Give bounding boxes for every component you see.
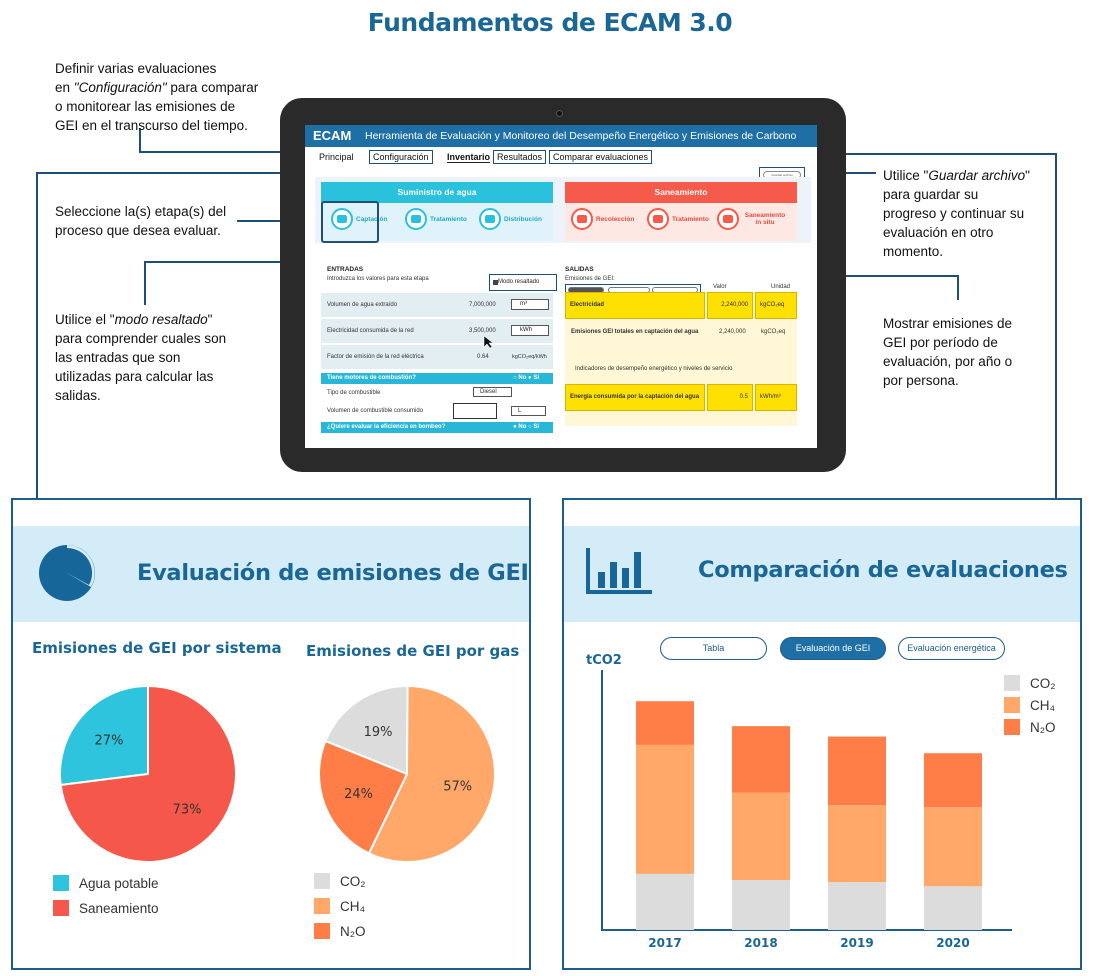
- x-tick-label: 2018: [744, 936, 778, 950]
- tap-icon: [479, 208, 501, 230]
- bar-segment-1: [828, 805, 886, 882]
- comparison-title: Comparación de evaluaciones: [698, 557, 1068, 583]
- pie-chart-by-gas: [307, 674, 507, 874]
- nav-resultados[interactable]: Resultados: [493, 150, 546, 164]
- ghg-evaluation-panel: [11, 498, 531, 970]
- by-system-title: Emisiones de GEI por sistema: [32, 639, 282, 657]
- unit-select[interactable]: m³: [511, 299, 549, 310]
- unit-select[interactable]: L: [511, 406, 546, 416]
- inputs-heading: ENTRADAS: [327, 266, 364, 273]
- legend-label: N₂O: [340, 923, 366, 939]
- stage-captacion[interactable]: Captación: [331, 208, 387, 230]
- input-row: Factor de emisión de la red eléctrica 0.64 kgCO₂eq/kWh: [321, 345, 553, 370]
- question-efficiency: ¿Quiere evaluar la eficiencia en bombeo? ● No ○ Sí: [321, 422, 553, 433]
- legend-swatch: [53, 875, 69, 891]
- legend-item: [53, 875, 159, 891]
- x-tick-label: 2020: [936, 936, 970, 950]
- legend-label: Agua potable: [79, 875, 159, 891]
- bar-segment-0: [636, 874, 694, 930]
- pie-chart-icon: [37, 543, 97, 603]
- legend-label: Saneamiento: [79, 900, 159, 916]
- app-title: Herramienta de Evaluación y Monitoreo del Desempeño Energético y Emisiones de Carbono: [365, 130, 797, 142]
- nav-inventario[interactable]: Inventario: [447, 152, 491, 162]
- bar-chart-icon: [586, 544, 656, 596]
- ghg-evaluation-title: Evaluación de emisiones de GEI: [137, 560, 529, 586]
- legend-swatch: [1004, 675, 1020, 691]
- legend-swatch: [314, 873, 330, 889]
- fuel-select[interactable]: Diesel: [473, 387, 512, 397]
- output-row: Electricidad 2,240,000 kgCO₂eq: [565, 292, 797, 319]
- bar-segment-1: [636, 745, 694, 874]
- stage-tratamiento-san[interactable]: Tratamiento: [647, 208, 709, 230]
- config-note: Definir varias evaluaciones en "Configuración" para comparar o monitorear las emisiones de GEI en el transcurso del tiempo.: [55, 61, 259, 133]
- indicators-area: Indicadores de desempeño energético y niveles de servicio Energía consumida por la captación del agua 0.5 kWh/m³: [565, 346, 797, 426]
- input-row: Electricidad consumida de la red 3,500,000 kWh: [321, 319, 553, 344]
- cursor-icon: [483, 335, 495, 349]
- app-logo: ECAM: [313, 128, 352, 143]
- bar-segment-2: [924, 753, 982, 807]
- bar-segment-0: [732, 880, 790, 930]
- save-note: Utilice "Guardar archivo" para guardar su progreso y continuar su evaluación en otro momento.: [883, 168, 1030, 259]
- legend-item: [314, 873, 366, 889]
- question-motors: Tiene motores de combustión? ○ No ● Sí: [321, 373, 553, 384]
- legend-label: CO₂: [340, 873, 366, 889]
- legend-swatch: [1004, 719, 1020, 735]
- app-screen: [305, 125, 817, 448]
- nav-comparar[interactable]: Comparar evaluaciones: [549, 150, 652, 164]
- highlight-note: Utilice el "modo resaltado" para comprender cuales son las entradas que son utilizadas para calcular las salidas.: [55, 312, 227, 403]
- legend-label: CH₄: [1030, 697, 1056, 713]
- pie-chart-by-system: [48, 674, 248, 874]
- legend-item: [314, 923, 366, 939]
- fuel-type-row: Tipo de combustible Diesel: [321, 385, 553, 402]
- y-axis-label: tCO2: [586, 653, 622, 668]
- col-value: Valor: [713, 284, 727, 290]
- toilet-icon: [717, 208, 739, 230]
- bar-segment-2: [636, 701, 694, 745]
- camera-icon: [556, 110, 563, 117]
- tab-tabla[interactable]: Tabla: [660, 637, 767, 660]
- bar-segment-2: [732, 726, 790, 793]
- legend-item: [1004, 675, 1056, 691]
- tab-evaluacion-gei[interactable]: Evaluación de GEI: [780, 637, 886, 660]
- col-unit: Unidad: [771, 284, 791, 290]
- bar-segment-1: [924, 807, 982, 886]
- highlight-mode-button[interactable]: Modo resaltado: [489, 274, 557, 291]
- nav-configuracion[interactable]: Configuración: [369, 150, 433, 164]
- stage-note: Seleccione la(s) etapa(s) del proceso que desea evaluar.: [55, 204, 227, 238]
- legend-label: N₂O: [1030, 719, 1056, 735]
- save-file-button[interactable]: Guardar archivo: [763, 171, 801, 179]
- x-tick-label: 2017: [648, 936, 682, 950]
- legend-item: [53, 900, 159, 916]
- output-note: Mostrar emisiones de GEI por período de evaluación, por año o por persona.: [883, 316, 1013, 388]
- tank-icon: [647, 208, 669, 230]
- unit-select[interactable]: kWh: [511, 325, 549, 336]
- legend-item: [1004, 719, 1056, 735]
- x-tick-label: 2019: [840, 936, 874, 950]
- pipe-icon: [571, 208, 593, 230]
- legend-swatch: [53, 900, 69, 916]
- legend-swatch: [314, 898, 330, 914]
- tab-evaluacion-energetica[interactable]: Evaluación energética: [898, 637, 1005, 660]
- legend-swatch: [1004, 697, 1020, 713]
- stage-saneamiento-in-situ[interactable]: Saneamiento in situ: [717, 208, 797, 230]
- stage-selection-highlight: [321, 201, 379, 243]
- tank-icon: [405, 208, 427, 230]
- bar-segment-0: [924, 886, 982, 930]
- fuel-volume-input[interactable]: [453, 403, 497, 419]
- pie-value-label: 19%: [363, 724, 393, 740]
- bar-segment-2: [828, 737, 886, 806]
- pie-value-label: 27%: [94, 733, 124, 749]
- bar-segment-0: [828, 882, 886, 930]
- legend-label: CO₂: [1030, 675, 1056, 691]
- pie-value-label: 24%: [344, 786, 373, 802]
- page-title: Fundamentos de ECAM 3.0: [367, 8, 733, 37]
- bar-segment-1: [732, 793, 790, 880]
- fuel-volume-row: Volumen de combustible consumido L: [321, 403, 553, 421]
- stage-tratamiento-water[interactable]: Tratamiento: [405, 208, 467, 230]
- legend-item: [314, 898, 365, 914]
- stacked-bar-chart: [582, 650, 1022, 950]
- app-header: [305, 125, 817, 147]
- legend-item: [1004, 697, 1055, 713]
- inputs-intro: Introduzca los valores para esta etapa: [327, 276, 429, 282]
- pie-value-label: 57%: [443, 779, 473, 795]
- nav-principal[interactable]: Principal: [319, 152, 354, 162]
- stage-distribucion[interactable]: Distribución: [479, 208, 542, 230]
- input-row: Volumen de agua extraído 7,000,000 m³: [321, 293, 553, 318]
- sanitation-header[interactable]: Saneamiento: [565, 182, 797, 203]
- outputs-heading: SALIDAS: [565, 266, 594, 273]
- sanitation-panel: [565, 182, 797, 241]
- emissions-of-label: Emisiones de GEI:: [565, 276, 615, 282]
- pie-value-label: 73%: [172, 802, 202, 818]
- legend-label: CH₄: [340, 898, 366, 914]
- stage-recoleccion[interactable]: Recolección: [571, 208, 634, 230]
- water-supply-header[interactable]: Suministro de agua: [321, 182, 553, 203]
- legend-swatch: [314, 923, 330, 939]
- output-row: Emisiones GEI totales en captación del agua 2,240,000 kgCO₂eq: [565, 319, 797, 346]
- by-gas-title: Emisiones de GEI por gas: [306, 642, 520, 660]
- comparison-panel: [562, 498, 1082, 970]
